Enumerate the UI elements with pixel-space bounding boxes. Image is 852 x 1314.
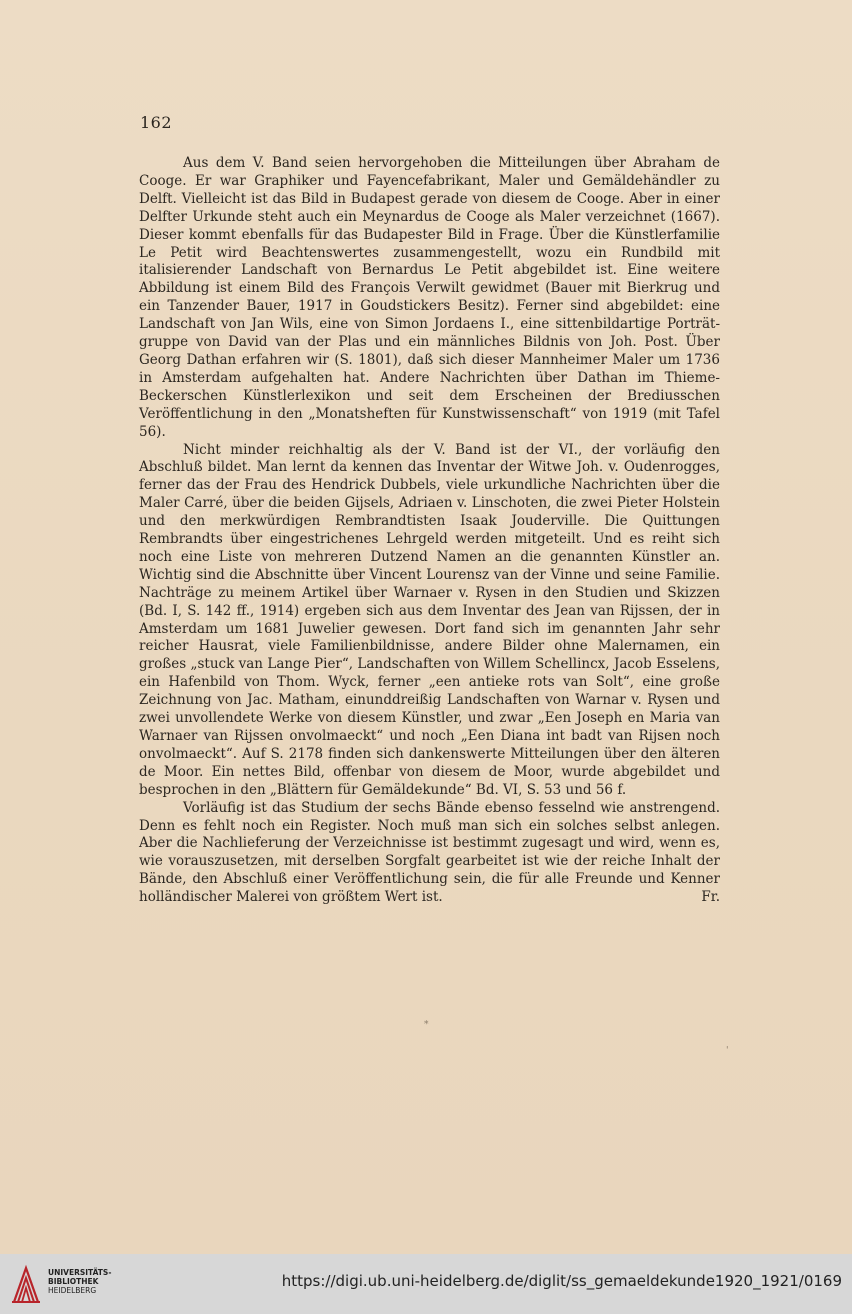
university-library-logo-icon [10, 1262, 42, 1306]
paragraph-2: Nicht minder reichhaltig als der V. Band ist der VI., der vorläufig den Abschluß bildet. Man lernt da kennen das Inventar der Witwe Joh. v. Oudenrogges, ferner das der Frau des Hendrick Dubbels, viele urkundliche Nachrichten über die Maler Carré, über die beiden Gijsels, Adriaen v. Linschoten, die zwei Pieter Holstein und den merkwürdigen Rembrandtisten Isaak Jouderville. Die Quittungen Rembrandts über eingestrichenes Lehrgeld werden mitgeteilt. Und es reiht sich noch eine Liste von mehreren Dutzend Namen an die genannten Künstler an. Wichtig sind die Abschnitte über Vincent Lourensz van der Vinne und seine Familie. Nachträge zu meinem Artikel über Warnaer v. Rysen in den Studien und Skizzen (Bd. I, S. 142 ff., 1914) ergeben sich aus dem Inventar des Jean van Rijssen, der in Amsterdam um 1681 Juwelier gewesen. Dort fand sich im genannten Jahr sehr reicher Hausrat, viele Familienbildnisse, andere Bilder ohne Malernamen, ein großes „stuck van Lange Pier“, Landschaften von Willem Schellincx, Jacob Esselens, ein Hafenbild von Thom. Wyck, ferner „een antieke rots van Solt“, eine große Zeichnung von Jac. Matham, einunddreißig Landschaften von Warnar v. Rysen und zwei unvollendete Werke von diesem Künstler, und zwar „Een Joseph en Maria van Warnaer van Rijssen onvolmaeckt“ und noch „Een Diana int badt van Rijsen noch onvolmaeckt“. Auf S. 2178 finden sich dankenswerte Mitteilungen über den älteren de Moor. Ein nettes Bild, offenbar von diesem de Moor, wurde abgebildet und besprochen in den „Blättern für Gemäldekunde“ Bd. VI, S. 53 und 56 f. [139, 441, 720, 798]
paper-speck: ' [726, 1046, 729, 1056]
page-number: 162 [140, 113, 173, 132]
library-name-line: BIBLIOTHEK [48, 1277, 99, 1286]
article-text [139, 155, 720, 907]
library-name-line: HEIDELBERG [48, 1286, 97, 1295]
paragraph-1: Aus dem V. Band seien hervorgehoben die Mitteilungen über Abraham de Cooge. Er war Graphiker und Fayencefabrikant, Maler und Gemäldehändler zu Delft. Vielleicht ist das Bild in Budapest gerade von diesem de Cooge. Aber in einer Delfter Urkunde steht auch ein Meynardus de Cooge als Maler verzeichnet (1667). Dieser kommt ebenfalls für das Budapester Bild in Frage. Über die Künstlerfamilie Le Petit wird Beachtenswertes zusammengestellt, wozu ein Rundbild mit italisierender Landschaft von Bernardus Le Petit abgebildet ist. Eine weitere Abbildung ist einem Bild des François Verwilt gewidmet (Bauer mit Bierkrug und ein Tanzender Bauer, 1917 in Goudstickers Besitz). Ferner sind abgebildet: eine Landschaft von Jan Wils, eine von Simon Jordaens I., eine sittenbildartige Porträtgruppe von David van der Plas und ein männliches Bildnis von Joh. Post. Über Georg Dathan erfahren wir (S. 1801), daß sich dieser Mannheimer Maler um 1736 in Amsterdam aufgehalten hat. Andere Nachrichten über Dathan im Thieme-Beckerschen Künstlerlexikon und seit dem Erscheinen der Brediusschen Veröffentlichung in den „Monatsheften für Kunstwissenschaft“ von 1919 (mit Tafel 56). [139, 155, 720, 440]
footer-bar [0, 1254, 852, 1314]
source-url-link[interactable]: https://digi.ub.uni-heidelberg.de/diglit/ss_gemaeldekunde1920_1921/0169 [281, 1272, 842, 1290]
paragraph-3-text: Vorläufig ist das Studium der sechs Bände ebenso fesselnd wie anstrengend. Denn es fehlt noch ein Register. Noch muß man sich ein solches selbst anlegen. Aber die Nachlieferung der Verzeichnisse ist bestimmt zugesagt und wird, wenn es, wie vorauszusetzen, mit derselben Sorgfalt gearbeitet ist wie der reiche Inhalt der Bände, den Abschluß einer Veröffentlichung sein, die für alle Freunde und Kenner holländischer Malerei von größtem Wert ist. [139, 799, 720, 906]
library-name [48, 1268, 111, 1295]
library-name-line: UNIVERSITÄTS- [48, 1268, 112, 1277]
author-signature: Fr. [701, 889, 720, 906]
paragraph-3 [139, 800, 720, 907]
paper-speck: * [424, 1020, 429, 1030]
